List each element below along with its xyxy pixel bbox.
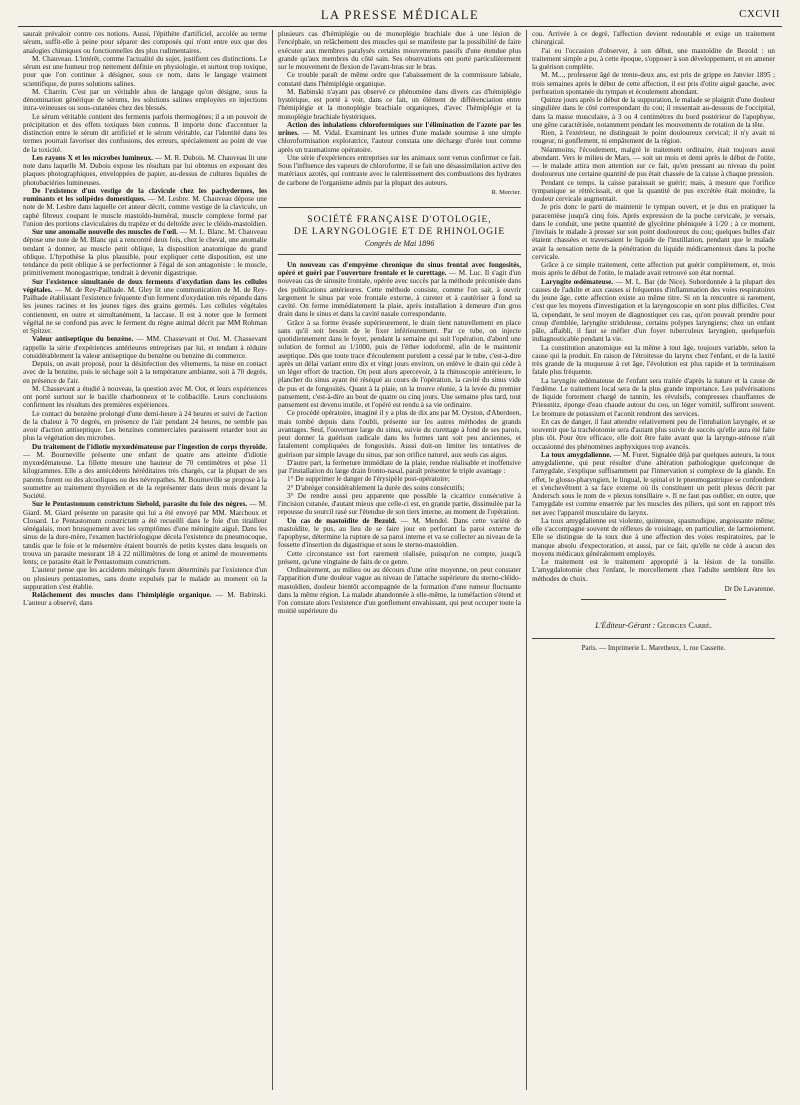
printer-line: Paris. — Imprimerie L. Maretheux, 1, rue Cassette. xyxy=(532,638,775,652)
paragraph xyxy=(278,566,521,616)
paragraph-text: — M. Furet. Signalée déjà par quelques auteurs, la toux amygdalienne, qui peut résulter d'une altération pathologique quelconque de l'amygdale, s'explique suffisamment par l'innervation si complexe de la glande. En effet, le glosso-pharyngien, le lingual, le spinal et le pneumogastrique se confondent et s'enchevêtrent à sa face externe où ils constituent un petit plexus décrit par Andersch sous le nom de « plexus tonsillaire ». Il ne faut pas oublier, en outre, que l'amygdale est comme enserrée par les muscles des piliers, qui sont en rapport très net avec l'appareil musculaire du larynx. xyxy=(532,450,775,517)
section-heading: Un cas de mastoïdite de Bezold. xyxy=(287,516,397,525)
paragraph xyxy=(532,344,775,377)
section-heading: Laryngite œdémateuse. xyxy=(541,277,614,286)
column-2 xyxy=(272,30,526,1090)
paragraph-text: Ce trouble paraît de même ordre que l'abaissement de la commissure labiale, constaté dans l'hémiplégie organique. xyxy=(278,71,521,88)
paragraph xyxy=(23,566,267,591)
editor-line xyxy=(532,622,775,630)
paragraph-text: Je pris donc le parti de maintenir le tympan ouvert, et je dus en pratiquer la paracentèse jusqu'à cinq fois. Après expression de la poche cervicale, je versais, dans le conduit, une petite quantité de glycérine phéniquée à 1/20 ; à ce moment, j'invitais le malade à presser sur son point douloureux du cou; quelques bulles d'air étaient chassées et traversaient le liquide de l'instillation, pendant que le malade avait la sensation nette de la pénétration du liquide médicamenteux dans la poche cervicale. xyxy=(532,203,775,261)
society-heading xyxy=(278,207,521,255)
section-heading: De l'existence d'un vestige de la clavicule chez les pachydermes, les ruminants et les solipèdes domestiques. xyxy=(23,186,267,203)
paragraph xyxy=(278,409,521,459)
paragraph-text: Rien, à l'extérieur, ne distinguait le point douloureux cervical; il n'y avait ni rougeur, ni gonflement, ni empâtement de la région. xyxy=(532,129,775,146)
paragraph-text: M. Charrin. C'est par un véritable abus de langage qu'on désigne, sous la dénomination générique de sérums, les solutions salines employées en injections intra-veineuses ou sous-cutanées chez des blessés. xyxy=(23,87,267,113)
paragraph xyxy=(278,71,521,88)
paragraph-text: En cas de danger, il faut attendre relativement peu de l'intubation laryngée, et se souvenir que la trachéotomie sera d'autant plus suivie de succès qu'elle aura été faite plus tôt. Pour être efficace, elle doit être faite avant que la laryngo-sténose n'ait occasionné des phénomènes asphyxiques trop avancés. xyxy=(532,417,775,451)
section-heading: Du traitement de l'idiotie myxœdémateuse par l'ingestion de corps thyroïde. xyxy=(32,442,267,451)
paragraph xyxy=(23,154,267,187)
paragraph-text: — M. L. Blanc. M. Chauveau dépose une note de M. Blanc qui a rencontré deux fois, chez le cheval, une anomalie tendant à donner, au muscle petit oblique, la disposition anatomique du grand oblique. L'hypothèse la plus plausible, pour expliquer cette disposition, est une tendance du petit oblique à se perfectionner à l'égal de son antagoniste : le muscle, primitivement monogastrique, tendrait à devenir digastrique. xyxy=(23,228,267,278)
paragraph xyxy=(532,203,775,261)
section-heading: Sur une anomalie nouvelle des muscles de l'œil. xyxy=(32,228,178,236)
paragraph-text: — M. de Rey-Pailhade. M. Gley lit une communication de M. de Rey-Pailhade établissant l'existence fréquente d'un ferment d'oxydation très répandu dans les jeunes racines et les jeunes tiges des grains germés. Les cellules végétales contiennent, en outre et simultanément, la laccase. Il est à noter que le ferment végétal ne se confond pas avec le ferment du règne animal décrit par MM Rohman et Spitzer. xyxy=(23,285,267,335)
paragraph xyxy=(23,500,267,566)
section-heading: Valeur antiseptique du benzène. xyxy=(32,335,134,344)
editor-label: L'Éditeur-Gérant : xyxy=(595,621,656,630)
paragraph xyxy=(23,113,267,154)
paragraph xyxy=(278,319,521,410)
paragraph xyxy=(278,121,521,154)
paragraph-text: Pendant ce temps, la caisse paraissait se guérir; mais, à mesure que l'orifice tympanique se rétrécissait, et que la quantité de pus excrétée était moindre, la douleur cervicale augmentait. xyxy=(532,178,775,203)
paragraph-text: Grâce à sa forme évasée supérieurement, le drain tient naturellement en place sans qu'il soit besoin de le fixer inférieurement. Par ce tube, on injecte quotidiennement dans le foyer, pendant la semaine qui suit l'opération, d'abord une solution de formol au 1/1000, puis de l'éther iodoformé, afin de le maintenir aseptique. Dès que toute trace d'écoulement purulent a cessé par le tube, c'est-à-dire après un délai variant entre dix et vingt jours environ, on enlève le drain qui cède à un léger effort de traction. On peut alors apercevoir, à la rhinoscopie antérieure, le plancher du sinus ayant été réséqué au cours de l'opération, la cavité du sinus vide de pus et de fongosités. Quant à la plaie, on la trouve réunie, à la levée du premier pansement, c'est-à-dire au bout de quatre ou cinq jours. Une semaine plus tard, tout pansement est devenu inutile, et l'opéré est rendu à sa vie ordinaire. xyxy=(278,318,521,409)
section-heading: Un nouveau cas d'empyème chronique du sinus frontal avec fongosités, opéré et guéri par l'ouverture frontale et le curettage. xyxy=(278,260,521,277)
column-3-body xyxy=(532,30,775,583)
section-heading: Les rayons X et les microbes lumineux. xyxy=(32,153,153,162)
paragraph xyxy=(23,591,267,608)
paragraph xyxy=(23,187,267,228)
section-heading: Relâchement des muscles dans l'hémiplégie organique. xyxy=(32,591,212,599)
section-heading: Sur le Pentastomum constrictum Siebold, parasite du foie des nègres. xyxy=(32,500,248,509)
paragraph xyxy=(23,360,267,385)
paragraph-text: 3° De rendre aussi peu apparente que possible la cicatrice consécutive à l'incision cutanée, d'autant mieux que celle-ci est, en grande partie, dissimulée par la repousse du sourcil rasé sur l'étendue de son tiers interne, au moment de l'opération. xyxy=(278,491,521,517)
author-signature-mercier: R. Mercier. xyxy=(491,188,521,196)
paragraph-text: — M. Bourneville présente une enfant de quatre ans atteinte d'idiotie myxœdémateuse. La fillette mesure une hauteur de 70 centimètres et pèse 11 kilogrammes. Elle a des antécédents héréditaires très chargés, car la plupart de ses parents furent ou des alcooliques ou des névropathes. M. Bourneville se propose à la soumettre au traitement thyroïdien et de la représenter dans deux mois devant la Société. xyxy=(23,450,267,500)
paragraph xyxy=(532,451,775,517)
paragraph xyxy=(23,278,267,336)
paragraph-text: — M. Babinski. L'auteur a observé, dans xyxy=(23,591,268,608)
paragraph xyxy=(23,55,267,88)
article-columns xyxy=(18,30,782,1097)
section-heading: La toux amygdalienne. xyxy=(541,450,612,459)
paragraph xyxy=(532,96,775,129)
paragraph xyxy=(532,418,775,451)
paragraph-text: — M. Lesbre. M. Chauveau dépose une note de M. Lesbre dans laquelle cet auteur décrit, comme vestige de la clavicule, un raphé fibreux coupant le muscle mastoïdo-huméral, muscle complexe formé par l'union des portions claviculaires du trapèze et du deltoïde avec le cléido-mastoïdien. xyxy=(23,195,267,228)
congress-date: Congrès de Mai 1896 xyxy=(364,238,435,248)
paragraph-text: Quinze jours après le début de la suppuration, le malade se plaignit d'une douleur singulière dans le côté correspondant du cou; il ressentait au-dessous de l'occipital, dans la masse musculaire, à 3 ou 4 centimètres du bord postérieur de l'apophyse, une gêne caractérisée, notamment pendant les mouvements de rotation de la tête. xyxy=(532,96,775,129)
page-number: CXCVII xyxy=(739,8,780,20)
paragraph xyxy=(23,228,267,278)
paragraph-text: — M. Giard. M. Giard présente un parasite qui lui a été envoyé par MM. Marchoux et Clouard. Le Pentastomum constrictum a été recueilli dans le foie d'un tirailleur sénégalais, mort brusquement avec les symptômes d'une méningite aiguë. Dans les sinus de la dure-mère, l'examen bactériologique décela l'existence du pneumocoque, tandis que le foie et le mésentère étaient bourrés de petits kystes dans lesquels on trouva un parasite mesurant 18 à 22 millimètres de long et animé de mouvements lents; ce parasite était le Pentastomum constrictum. xyxy=(23,500,267,566)
paragraph-text: La toux amygdalienne est violente, quinteuse, spasmodique, angoissante même; elle s'accompagne souvent de réflexes de voisinage, en particulier, de larmoiement. Elle se distingue de la toux due à une affection des voies respiratoires, par le manque absolu d'expectoration, et aussi, par ce fait, qu'elle ne cède à aucun des moyens médicaux généralement employés. xyxy=(532,516,775,558)
paragraph xyxy=(532,377,775,418)
society-name-line-2: DE LARYNGOLOGIE ET DE RHINOLOGIE xyxy=(293,227,506,238)
paragraph xyxy=(532,146,775,179)
paragraph xyxy=(23,410,267,443)
column-2-top xyxy=(278,30,521,187)
paragraph xyxy=(532,278,775,344)
paragraph-text: M. Chassevant a étudié à nouveau, la question avec M. Oot, et leurs expériences ont porté surtout sur le bacille charbonneux et le colibacille. Leurs conclusions confirment les résultats des premières expériences. xyxy=(23,384,267,410)
paragraph-text: saurait prévaloir contre ces notions. Aussi, l'épithète d'artificiel, accolée au terme sérum, suffit-elle à peine pour séparer des composés qui n'ont entre eux que des analogies chimiques ou fonctionnelles des plus rudimentaires. xyxy=(23,30,267,55)
column-3 xyxy=(526,30,780,1090)
paragraph-text: Une série d'expériences entreprises sur les animaux sont venus confirmer ce fait. Sous l'influence des vapeurs de chloroforme, il se fait une désassimilation active des matériaux azotés, qui contraste avec le ralentissement des combustions des hydrates de carbone de l'organisme admis par la plupart des auteurs. xyxy=(278,153,521,187)
paragraph xyxy=(532,47,775,72)
paragraph xyxy=(278,261,521,319)
paragraph-text: Cette circonstance est fort rarement réalisée, puisqu'on ne compte, jusqu'à présent, qu'une vingtaine de faits de ce genre. xyxy=(278,549,521,566)
editor-name: Georges Carré. xyxy=(657,621,712,630)
section-heading: Action des inhalations chloroformiques sur l'élimination de l'azote par les urines. xyxy=(278,120,521,137)
paragraph-text: Néanmoins, l'écoulement, malgré le traitement ordinaire, était toujours aussi abondant. Vers le milieu de Mars, — soit un mois et demi après le début de l'otite, — le malade attira mon attention sur ce fait, qu'en pressant au niveau du point douloureux une certaine quantité de pus était chassée de la caisse à chaque pression. xyxy=(532,145,775,179)
paragraph-text: La constitution anatomique est la même à tout âge, toujours variable, selon la cause qui la produit. En raison de l'étroitesse du larynx chez l'enfant, et de la laxité très grande de la muqueuse à cet âge, l'évolution est plus rapide et la terminaison fatale plus fréquente. xyxy=(532,343,775,377)
paragraph xyxy=(278,492,521,517)
paragraph-text: L'auteur pense que les accidents méningés furent déterminés par l'existence d'un ou plusieurs pentastomes, sans doute expulsés par le malade au moment où la suppuration s'est établie. xyxy=(23,566,267,591)
paragraph-text: Ordinairement, au milieu ou au décours d'une otite moyenne, on peut constater l'apparition d'une douleur vague au niveau de l'attache supérieure du sterno-cléido-mastoïdien, douleur bientôt accompagnée de la formation d'une tumeur fluctuante dans la même région. La malade abandonnée à elle-même, la tuméfaction s'étend et l'on constate alors l'existence d'un gonflement envahissant, qui peut occuper toute la moitié supérieure du xyxy=(278,566,521,616)
paragraph-text: — M. L. Bar (de Nice). Subordonnée à la plupart des causes de l'adulte et aux causes si fréquentes d'inflammation des voies respiratoires du jeune âge, cette affection existe au même titre. Si on la rencontre si rarement, c'est que les moyens d'investigation et la laryngoscopie en sont plus difficiles. C'est là, cependant, le seul moyen de diagnostiquer ces cas, qu'on pouvait prendre pour croup d'emblée, laryngite striduleuse, certains polypes laryngiens; chez un enfant pâle, affaibli, il faut se méfier d'un foyer tuberculeux laryngien, quelquefois indiagnosticable pendant la vie. xyxy=(532,277,775,344)
paragraph-text: La laryngite œdémateuse de l'enfant sera traitée d'après la nature et la cause de l'œdème. Le traitement local sera de la plus grande importance. Les pulvérisations de liquide fortement chargé de tannin, les révulsifs, compresses chauffantes de Priessnitz, éponge d'eau chaude autour du cou, un léger vomitif, suffiront souvent. Le bromure de potassium et l'aconit rendront des services. xyxy=(532,376,775,418)
paragraph xyxy=(532,558,775,583)
paragraph xyxy=(23,385,267,410)
paragraph-text: — M. Luc. Il s'agit d'un nouveau cas de sinusite frontale, opérée avec succès par la méthode préconisée dans des publications antérieures. Cette méthode consiste, comme l'on sait, à ouvrir largement le sinus par voie frontale externe, à cureter et à cautériser à fond sa cavité. On ferme immédiatement la plaie, après installation à demeure d'un gros drain dans le sinus et dans la cavité nasale correspondante. xyxy=(278,269,521,319)
journal-title: LA PRESSE MÉDICALE xyxy=(320,8,480,22)
paragraph-text: D'autre part, la fermeture immédiate de la plaie, rendue réalisable et inoffensive par l'installation du large drain fronto-nasal, paraît présenter le triple avantage : xyxy=(278,458,521,475)
paragraph-text: — M. Mendel. Dans cette variété de mastoïdite, le pus, au lieu de se faire jour en perforant la paroi externe de l'apophyse, détermine la rupture de sa paroi interne et va se collecter au niveau de la fossette d'insertion du digastrique et sous le sterno-mastoïdien. xyxy=(278,516,521,550)
paragraph-text: M. M..., professeur âgé de trente-deux ans, est pris de grippe en Janvier 1895 ; trois semaines après le début de cette affection, il est pris d'otite aiguë gauche, avec perforation spontanée du tympan et écoulement abondant. xyxy=(532,71,775,96)
paragraph xyxy=(278,475,521,483)
paragraph-text: Depuis, on avait proposé, pour la désinfection des vêtements, la mise en contact avec de la benzine, puis le séchage soit à la température ambiante, soit à 70 degrés, en présence de l'air. xyxy=(23,360,267,385)
paragraph-text: Le traitement est le traitement approprié à la lésion de la tonsille. L'amygdalotomie chez l'enfant, le morcellement chez l'adulte semblent être les méthodes de choix. xyxy=(532,558,775,583)
page-header xyxy=(18,8,782,27)
paragraph xyxy=(278,154,521,187)
column-2-bottom xyxy=(278,261,521,616)
column-1 xyxy=(18,30,272,1090)
paragraph-text: — M. R. Dubois. M. Chauveau lit une note dans laquelle M. Dubois expose les résultats par lui obtenus en exposant des plaques photographiques, enveloppées de papier, au-dessus de cultures liquides de photobactéries lumineuses. xyxy=(23,153,267,187)
paragraph xyxy=(278,484,521,492)
paragraph xyxy=(278,459,521,476)
paragraph xyxy=(278,88,521,121)
paragraph-text: Ce procédé opératoire, imaginé il y a plus de dix ans par M. Oyston, d'Aberdeen, mais tombé depuis dans l'oubli, présente sur les autres méthodes de grands avantages. Seul, l'ouverture large du sinus, suivie du curettage à fond de ses parois, peut donner la guérison radicale dans les formes tant soit peu anciennes, et fatalement compliquées de fongosités. Aussi doit-on limiter les tentatives de guérison par simple lavage du sinus, par son orifice naturel, aux seuls cas aigus. xyxy=(278,409,521,459)
paragraph xyxy=(532,517,775,558)
divider xyxy=(581,599,727,600)
paragraph-text: J'ai eu l'occasion d'observer, à son début, une mastoïdite de Bezold : un traitement simple a pu, à cette époque, s'opposer à son développement, et en amener la guérison complète. xyxy=(532,46,775,71)
society-name-line-1: SOCIÉTÉ FRANÇAISE D'OTOLOGIE, xyxy=(307,215,492,225)
paragraph-text: 1° De supprimer le danger de l'érysipèle post-opératoire; xyxy=(287,475,450,484)
paragraph xyxy=(532,30,775,47)
paragraph-text: — MM. Chassevant et Oot. M. Chassevant rappelle la série d'expériences antérieures entreprises par lui, et tendant à réduire considérablement la valeur antiseptique du benzène ou benzine du commerce. xyxy=(23,335,267,360)
paragraph xyxy=(23,443,267,501)
paragraph-text: 2° D'abréger considérablement la durée des soins consécutifs; xyxy=(287,483,465,492)
author-signature-lavarenne: Dr De Lavarenne. xyxy=(724,584,775,593)
paragraph xyxy=(532,129,775,146)
paragraph xyxy=(278,30,521,71)
paragraph-text: Le sérum véritable contient des ferments parfois thermogènes; il a un pouvoir de précipitation et des effets toxiques bien connus. Il importe donc d'accentuer la distinction entre le sérum dit artificiel et le sérum véritable, car l'identité dans les termes pourrait favoriser des confusions, des erreurs, spécialement au point de vue de la toxicité. xyxy=(23,112,267,154)
paragraph-text: — M. Vidal. Examinant les urines d'une malade soumise à une simple chloroformisation exploratrice, l'auteur constata une décharge d'urée tout comme après un traumatisme opératoire. xyxy=(278,129,521,154)
section-heading: Sur l'existence simultanée de deux ferments d'oxydation dans les cellules végétales. xyxy=(23,277,267,294)
paragraph xyxy=(278,517,521,550)
paragraph-text: Grâce à ce simple traitement, cette affection put guérir complètement, et, trois mois après le début de l'otite, le malade avait retrouvé son état normal. xyxy=(532,261,775,278)
paragraph-text: plusieurs cas d'hémiplégie ou de monoplégie brachiale due à une lésion de l'encéphale, un relâchement des muscles qui se manifeste par la possibilité de faire exécuter aux membres paralysés certains mouvements passifs d'une étendue plus grande qu'aux membres du côté sain. Ses observations ont porté particulièrement sur le mouvement de flexion de l'avant-bras sur le bras. xyxy=(278,30,521,71)
paragraph-text: cou. Arrivée à ce degré, l'affection devient redoutable et exige un traitement chirurgical. xyxy=(532,30,775,47)
paragraph xyxy=(278,550,521,567)
paragraph-text: M. Babinski n'ayant pas observé ce phénomène dans divers cas d'hémiplégie hystérique, est porté à voir, dans ce fait, un élément de différenciation entre l'hémiplégie et la monoplégie brachiale organiques, d'avec l'hémiplégie et la monoplégie brachiale hystériques. xyxy=(278,87,521,121)
paragraph xyxy=(532,71,775,96)
paragraph-text: M. Chauveau. L'intérêt, comme l'actualité du sujet, justifient ces distinctions. Le sérum est une humeur trop nettement définie en physiologie, et surtout trop toxique, pour que l'on continue à désigner, sous ce nom, dans le langage vraiment scientifique, de pures solutions salines. xyxy=(23,54,267,88)
paragraph xyxy=(532,261,775,278)
paragraph xyxy=(532,179,775,204)
paragraph-text: Le contact du benzène prolongé d'une demi-heure à 24 heures et suivi de l'action de la chaleur à 70 degrés, en présence de l'air pendant 24 heures, ne semble pas avoir d'action antiseptique. Les benzines commerciales paraissent retarder tout au plus la végétation des microbes. xyxy=(23,409,267,443)
paragraph xyxy=(23,88,267,113)
paragraph xyxy=(23,30,267,55)
paragraph xyxy=(23,335,267,360)
